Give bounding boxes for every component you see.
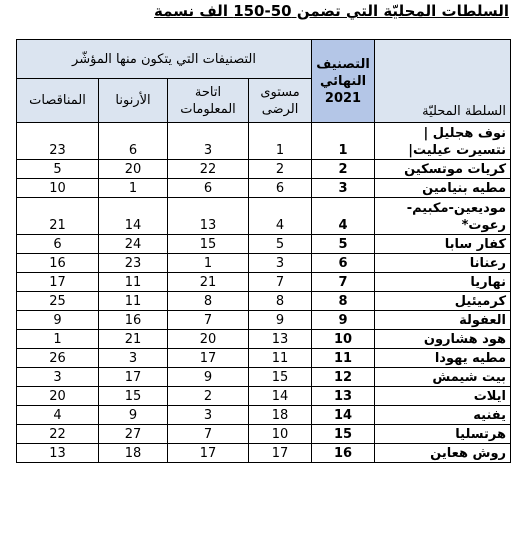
arnona-rank: 3 (99, 349, 168, 368)
page-title: السلطات المحليّة التي تضمن 50-150 الف نسمة (154, 2, 509, 20)
arnona-rank: 16 (99, 311, 168, 330)
table-row (17, 198, 511, 235)
info-rank: 15 (168, 235, 249, 254)
tenders-rank: 13 (17, 444, 99, 463)
arnona-rank: 20 (99, 160, 168, 179)
info-rank: 6 (168, 179, 249, 198)
arnona-rank: 14 (99, 198, 168, 235)
header-final-rank: التصنيف النهائي 2021 (312, 40, 375, 123)
authority-name: هود هشارون (375, 330, 511, 349)
final-rank: 12 (312, 368, 375, 387)
table-row (17, 444, 511, 463)
table-row (17, 254, 511, 273)
final-rank: 3 (312, 179, 375, 198)
table-row (17, 235, 511, 254)
info-rank: 3 (168, 123, 249, 160)
authority-name: ايلات (375, 387, 511, 406)
arnona-rank: 18 (99, 444, 168, 463)
tenders-rank: 23 (17, 123, 99, 160)
final-rank: 13 (312, 387, 375, 406)
final-rank: 2 (312, 160, 375, 179)
final-rank: 11 (312, 349, 375, 368)
final-rank: 10 (312, 330, 375, 349)
info-rank: 3 (168, 406, 249, 425)
info-rank: 22 (168, 160, 249, 179)
final-rank: 7 (312, 273, 375, 292)
info-rank: 21 (168, 273, 249, 292)
table-row (17, 330, 511, 349)
authority-name: مطيه بنيامين (375, 179, 511, 198)
final-rank: 15 (312, 425, 375, 444)
tenders-rank: 21 (17, 198, 99, 235)
final-rank: 5 (312, 235, 375, 254)
satisfaction-rank: 10 (249, 425, 312, 444)
tenders-rank: 5 (17, 160, 99, 179)
header-authority: السلطة المحليّة (375, 40, 511, 123)
arnona-rank: 17 (99, 368, 168, 387)
final-rank: 4 (312, 198, 375, 235)
tenders-rank: 10 (17, 179, 99, 198)
authority-name: مطيه يهودا (375, 349, 511, 368)
arnona-rank: 11 (99, 273, 168, 292)
final-rank: 1 (312, 123, 375, 160)
arnona-rank: 27 (99, 425, 168, 444)
arnona-rank: 1 (99, 179, 168, 198)
arnona-rank: 23 (99, 254, 168, 273)
arnona-rank: 21 (99, 330, 168, 349)
authority-name: نهاريا (375, 273, 511, 292)
info-rank: 13 (168, 198, 249, 235)
table-row (17, 387, 511, 406)
rankings-table (16, 39, 511, 463)
final-rank: 14 (312, 406, 375, 425)
header-satisfaction: مستوى الرضى (249, 79, 312, 123)
satisfaction-rank: 17 (249, 444, 312, 463)
arnona-rank: 24 (99, 235, 168, 254)
table-row (17, 123, 511, 160)
tenders-rank: 25 (17, 292, 99, 311)
table-row (17, 406, 511, 425)
info-rank: 17 (168, 349, 249, 368)
satisfaction-rank: 6 (249, 179, 312, 198)
info-rank: 17 (168, 444, 249, 463)
tenders-rank: 26 (17, 349, 99, 368)
satisfaction-rank: 9 (249, 311, 312, 330)
final-rank: 8 (312, 292, 375, 311)
authority-name: العفولة (375, 311, 511, 330)
tenders-rank: 9 (17, 311, 99, 330)
info-rank: 9 (168, 368, 249, 387)
info-rank: 1 (168, 254, 249, 273)
table-row (17, 349, 511, 368)
authority-name: نوف هجليل |نتسيرت عيليت| (375, 123, 511, 160)
table-row (17, 273, 511, 292)
satisfaction-rank: 18 (249, 406, 312, 425)
satisfaction-rank: 11 (249, 349, 312, 368)
info-rank: 2 (168, 387, 249, 406)
header-component-rankings: التصنيفات التي يتكون منها المؤشّر (17, 40, 312, 79)
authority-name: روش هعاين (375, 444, 511, 463)
final-rank: 6 (312, 254, 375, 273)
satisfaction-rank: 13 (249, 330, 312, 349)
satisfaction-rank: 1 (249, 123, 312, 160)
tenders-rank: 4 (17, 406, 99, 425)
satisfaction-rank: 3 (249, 254, 312, 273)
table-row (17, 425, 511, 444)
table-row (17, 160, 511, 179)
authority-name: كرميئيل (375, 292, 511, 311)
header-arnona: الأرنونا (99, 79, 168, 123)
info-rank: 7 (168, 425, 249, 444)
final-rank: 9 (312, 311, 375, 330)
satisfaction-rank: 14 (249, 387, 312, 406)
authority-name: رعنانا (375, 254, 511, 273)
arnona-rank: 6 (99, 123, 168, 160)
tenders-rank: 3 (17, 368, 99, 387)
info-rank: 20 (168, 330, 249, 349)
authority-name: موديعين-مكبيم-رعوت* (375, 198, 511, 235)
satisfaction-rank: 8 (249, 292, 312, 311)
table-row (17, 368, 511, 387)
tenders-rank: 1 (17, 330, 99, 349)
authority-name: بيت شيمش (375, 368, 511, 387)
table-row (17, 179, 511, 198)
satisfaction-rank: 4 (249, 198, 312, 235)
tenders-rank: 22 (17, 425, 99, 444)
header-tenders: المناقصات (17, 79, 99, 123)
satisfaction-rank: 2 (249, 160, 312, 179)
satisfaction-rank: 5 (249, 235, 312, 254)
authority-name: هرتسليا (375, 425, 511, 444)
tenders-rank: 16 (17, 254, 99, 273)
tenders-rank: 17 (17, 273, 99, 292)
authority-name: كفار سابا (375, 235, 511, 254)
table-row (17, 292, 511, 311)
authority-name: يفنيه (375, 406, 511, 425)
info-rank: 8 (168, 292, 249, 311)
final-rank: 16 (312, 444, 375, 463)
table-row (17, 311, 511, 330)
header-info-availability: اتاحة المعلومات (168, 79, 249, 123)
arnona-rank: 11 (99, 292, 168, 311)
arnona-rank: 9 (99, 406, 168, 425)
satisfaction-rank: 7 (249, 273, 312, 292)
tenders-rank: 20 (17, 387, 99, 406)
authority-name: كريات موتسكين (375, 160, 511, 179)
tenders-rank: 6 (17, 235, 99, 254)
info-rank: 7 (168, 311, 249, 330)
arnona-rank: 15 (99, 387, 168, 406)
satisfaction-rank: 15 (249, 368, 312, 387)
